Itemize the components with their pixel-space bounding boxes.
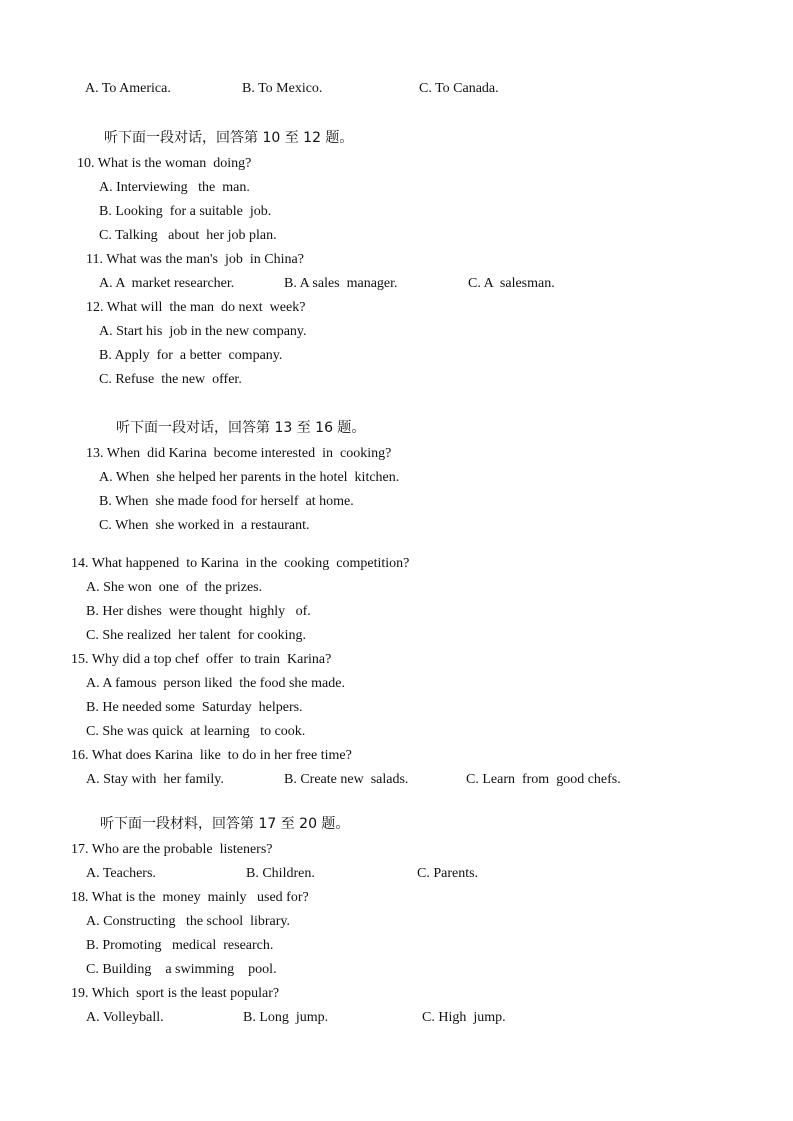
question-option: C. A salesman. xyxy=(468,276,555,291)
question-option: B. Create new salads. xyxy=(284,772,409,787)
question-option: C. She realized her talent for cooking. xyxy=(86,628,307,643)
question-option: B. Apply for a better company. xyxy=(99,348,283,363)
question-option: A. Interviewing the man. xyxy=(99,180,250,195)
question-option: A. A market researcher. xyxy=(99,276,235,291)
question-stem: 10. What is the woman doing? xyxy=(77,156,252,171)
question-option: A. Teachers. xyxy=(86,866,156,881)
question-option: C. Learn from good chefs. xyxy=(466,772,621,787)
question-option: B. A sales manager. xyxy=(284,276,398,291)
question-option: C. Building a swimming pool. xyxy=(86,962,277,977)
question-stem: 16. What does Karina like to do in her free time? xyxy=(71,748,352,763)
question-option: A. She won one of the prizes. xyxy=(86,580,263,595)
question-option: C. Refuse the new offer. xyxy=(99,372,242,387)
question-stem: 19. Which sport is the least popular? xyxy=(71,986,280,1001)
question-option: B. Looking for a suitable job. xyxy=(99,204,272,219)
question-stem: 17. Who are the probable listeners? xyxy=(71,842,273,857)
question-stem: 14. What happened to Karina in the cooking competition? xyxy=(71,556,410,571)
question-option: A. Stay with her family. xyxy=(86,772,224,787)
question-stem: 11. What was the man's job in China? xyxy=(86,252,304,267)
question-option: A. Volleyball. xyxy=(86,1010,164,1025)
q9-option-b: B. To Mexico. xyxy=(242,81,323,96)
question-stem: 18. What is the money mainly used for? xyxy=(71,890,309,905)
question-option: C. High jump. xyxy=(422,1010,506,1025)
question-option: A. Constructing the school library. xyxy=(86,914,291,929)
q9-option-c: C. To Canada. xyxy=(419,81,499,96)
q9-option-a: A. To America. xyxy=(85,81,171,96)
question-option: A. A famous person liked the food she made. xyxy=(86,676,345,691)
question-option: B. When she made food for herself at home. xyxy=(99,494,354,509)
question-stem: 12. What will the man do next week? xyxy=(86,300,306,315)
section-instruction: 听下面一段对话，回答第 13 至 16 题。 xyxy=(116,420,366,436)
question-option: B. He needed some Saturday helpers. xyxy=(86,700,303,715)
section-instruction: 听下面一段对话，回答第 10 至 12 题。 xyxy=(104,130,354,146)
question-option: C. When she worked in a restaurant. xyxy=(99,518,310,533)
question-stem: 15. Why did a top chef offer to train Karina? xyxy=(71,652,332,667)
question-option: B. Long jump. xyxy=(243,1010,329,1025)
question-option: B. Children. xyxy=(246,866,315,881)
question-option: A. Start his job in the new company. xyxy=(99,324,307,339)
question-option: B. Promoting medical research. xyxy=(86,938,274,953)
question-stem: 13. When did Karina become interested in cooking? xyxy=(86,446,392,461)
question-option: A. When she helped her parents in the hotel kitchen. xyxy=(99,470,400,485)
question-option: C. She was quick at learning to cook. xyxy=(86,724,306,739)
question-option: C. Talking about her job plan. xyxy=(99,228,277,243)
question-option: C. Parents. xyxy=(417,866,479,881)
question-option: B. Her dishes were thought highly of. xyxy=(86,604,311,619)
section-instruction: 听下面一段材料，回答第 17 至 20 题。 xyxy=(100,816,350,832)
